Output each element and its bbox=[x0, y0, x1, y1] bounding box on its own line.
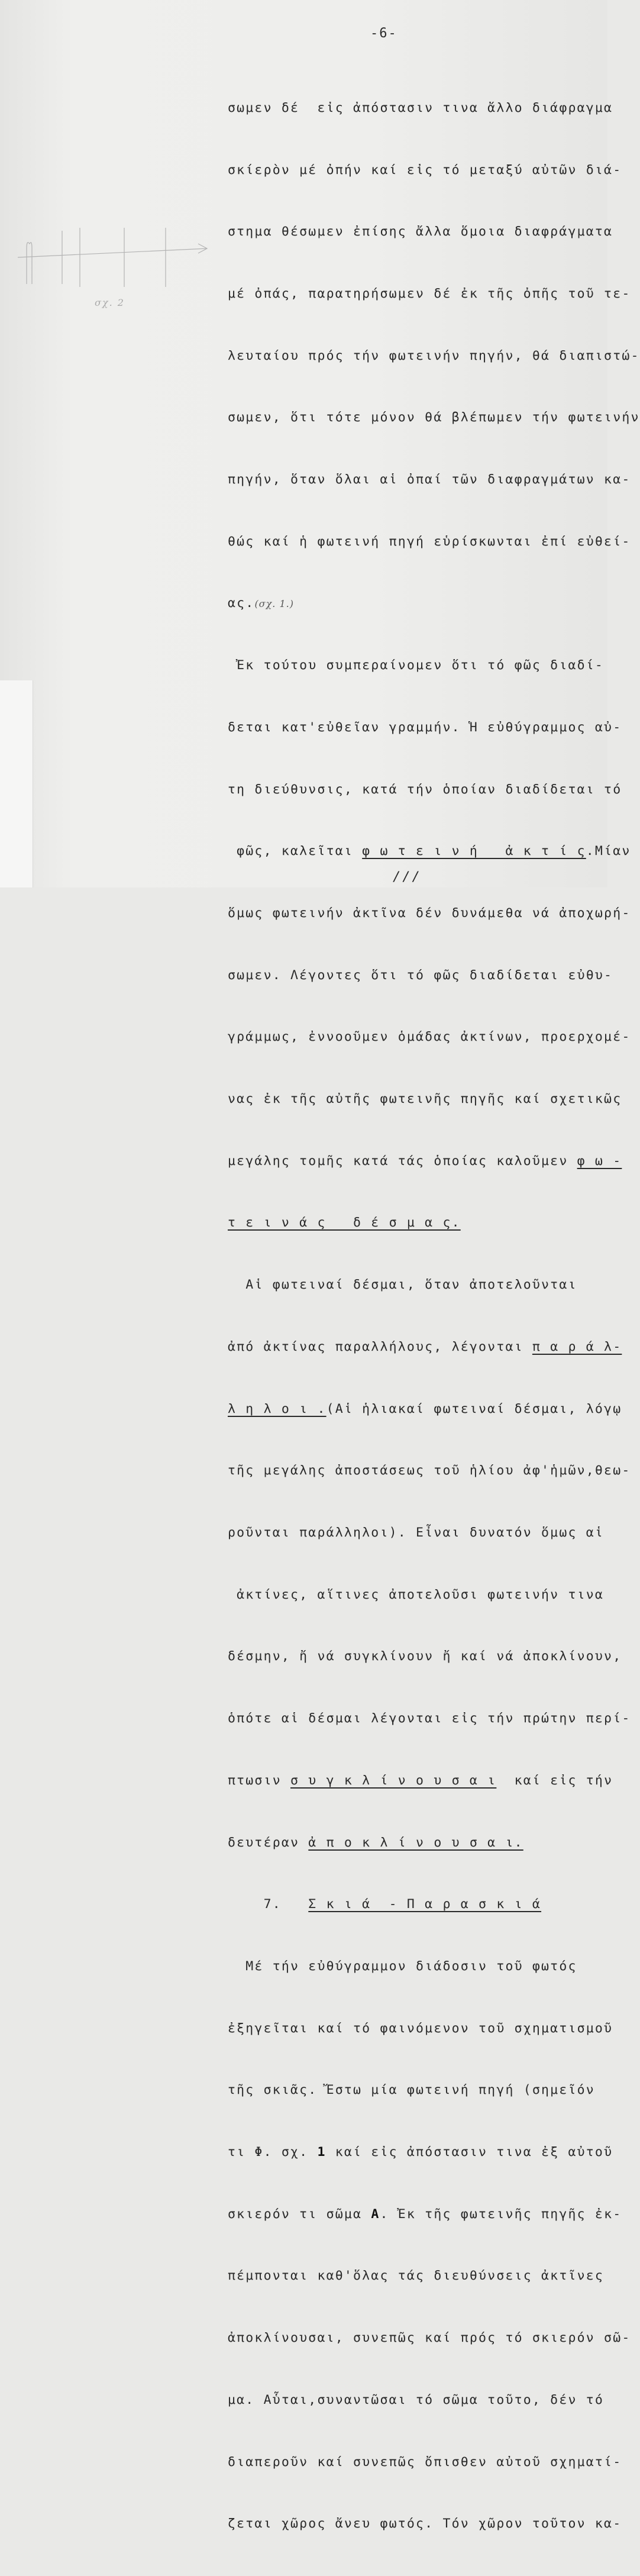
text-fragment: (Αἱ ἡλιακαί φωτειναί δέσμαι, λόγῳ bbox=[326, 1401, 622, 1416]
text-line bbox=[228, 2204, 622, 2225]
text-line: σωμεν, ὅτι τότε μόνον θά βλέπωμεν τήν φωτεινήν bbox=[228, 410, 640, 425]
text-line: ροῦνται παράλληλοι). Εἶναι δυνατόν ὅμως αἱ bbox=[228, 1525, 605, 1540]
text-line: στημα θέσωμεν ἐπίσης ἄλλα ὅμοια διαφράγματα bbox=[228, 224, 613, 240]
text-line: Ἐκ τούτου συμπεραίνομεν ὅτι τό φῶς διαδί- bbox=[228, 658, 605, 673]
text-line bbox=[228, 1771, 613, 1791]
text-line: ἐξηγεῖται καί τό φαινόμενον τοῦ σχηματισμοῦ bbox=[228, 2020, 613, 2036]
text-line bbox=[228, 2142, 613, 2163]
section-heading: Σ κ ι ά - Π α ρ α σ κ ι ά bbox=[308, 1897, 542, 1912]
text-line: τῆς σκιᾶς. Ἔστω μία φωτεινή πηγή (σημεῖόν bbox=[228, 2083, 595, 2098]
text-line: πέμπονται καθ'ὅλας τάς διευθύνσεις ἀκτῖνες bbox=[228, 2268, 605, 2284]
term-diverging: ἀ π ο κ λ ί ν ο υ σ α ι. bbox=[308, 1835, 523, 1850]
text-line: σκίερὸν μέ ὀπήν καί εἰς τό μεταξύ αὐτῶν διά- bbox=[228, 162, 622, 177]
text-fragment: σκιερόν τι σῶμα bbox=[228, 2206, 371, 2222]
text-line: τῆς μεγάλης ἀποστάσεως τοῦ ἡλίου ἀφ'ἡμῶν,θεω- bbox=[228, 1463, 631, 1479]
text-line bbox=[228, 841, 631, 862]
text-line: μέ ὀπάς, παρατηρήσωμεν δέ ἐκ τῆς ὀπῆς τοῦ τε- bbox=[228, 286, 631, 301]
sketch-caption: σχ. 2 bbox=[95, 297, 125, 308]
text-line: θώς καί ἡ φωτεινή πηγή εὑρίσκωνται ἐπί εὐθεί- bbox=[228, 534, 631, 549]
text-line: σωμεν δέ εἰς ἀπόστασιν τινα ἄλλο διάφραγμα bbox=[228, 100, 613, 115]
text-line bbox=[228, 1213, 589, 1234]
text-line: ἀποκλίνουσαι, συνεπῶς καί πρός τό σκιερόν σῶ- bbox=[228, 2330, 631, 2346]
sketch-candle bbox=[27, 243, 32, 284]
text-fragment: πτωσιν bbox=[228, 1773, 291, 1788]
text-line bbox=[228, 593, 589, 614]
text-line: νας ἐκ τῆς αὐτῆς φωτεινῆς πηγῆς καί σχετικῶς bbox=[228, 1092, 622, 1107]
text-fragment: δευτέραν bbox=[228, 1835, 309, 1850]
term-converging: σ υ γ κ λ ί ν ο υ σ α ι bbox=[290, 1773, 497, 1788]
text-line: λευταίου πρός τήν φωτεινήν πηγήν, θά διαπιστώ- bbox=[228, 348, 640, 363]
typed-body bbox=[228, 57, 640, 2576]
term-parallel-part1: π α ρ ά λ- bbox=[532, 1339, 622, 1354]
text-fragment: καί εἰς ἀπόστασιν τινα ἐξ αὐτοῦ bbox=[326, 2145, 613, 2160]
continuation-mark: /// bbox=[393, 870, 422, 885]
text-fragment: καί εἰς τήν bbox=[496, 1773, 613, 1788]
section-heading-line bbox=[228, 1894, 589, 1915]
text-line: ζεται χῶρος ἄνευ φωτός. Τόν χῶρον τοῦτον κα- bbox=[228, 2516, 622, 2532]
term-parallel-part2: λ η λ ο ι . bbox=[228, 1401, 327, 1416]
text-fragment: ας. bbox=[228, 596, 255, 611]
text-line: σωμεν. Λέγοντες ὅτι τό φῶς διαδίδεται εὐθυ- bbox=[228, 967, 613, 983]
text-line: μα. Αὗται,συναντῶσαι τό σῶμα τοῦτο, δέν τό bbox=[228, 2392, 605, 2407]
handwritten-fig-ref: (σχ. 1.) bbox=[254, 598, 294, 610]
text-fragment: μεγάλης τομῆς κατά τάς ὁποίας καλοῦμεν bbox=[228, 1153, 577, 1168]
text-fragment: τι Φ. σχ. bbox=[228, 2145, 318, 2160]
text-fragment: .Μίαν bbox=[586, 844, 631, 859]
text-line: ὁπότε αἱ δέσμαι λέγονται εἰς τήν πρώτην περί- bbox=[228, 1711, 631, 1726]
text-line: ἀκτίνες, αἵτινες ἀποτελοῦσι φωτεινήν τινα bbox=[228, 1587, 605, 1602]
section-number: 7. bbox=[228, 1897, 309, 1912]
text-line: διαπεροῦν καί συνεπῶς ὄπισθεν αὐτοῦ σχηματί- bbox=[228, 2454, 622, 2470]
term-light-beams-part1: φ ω - bbox=[577, 1153, 622, 1168]
handwritten-fig-number: 1 bbox=[317, 2145, 327, 2160]
text-fragment: . Ἐκ τῆς φωτεινῆς πηγῆς ἐκ- bbox=[380, 2206, 622, 2222]
term-light-beams-part2: τ ε ι ν ά ς δ έ σ μ α ς. bbox=[228, 1215, 461, 1231]
text-line: τη διεύθυνσις, κατά τήν ὁποίαν διαδίδεται τό bbox=[228, 782, 622, 797]
handwritten-body-label: Α bbox=[371, 2206, 380, 2222]
text-line bbox=[228, 1833, 589, 1854]
page-number: -6- bbox=[370, 26, 397, 41]
text-line: Αἱ φωτειναί δέσμαι, ὅταν ἀποτελοῦνται bbox=[228, 1277, 577, 1293]
text-line: δεται κατ'εὐθεῖαν γραμμήν. Ἡ εὐθύγραμμος αὐ- bbox=[228, 719, 622, 735]
term-light-ray: φ ω τ ε ι ν ή ἀ κ τ ί ς bbox=[362, 844, 586, 859]
text-line: δέσμην, ἤ νά συγκλίνουν ἤ καί νά ἀποκλίνουν, bbox=[228, 1649, 622, 1664]
text-fragment: ἀπό ἀκτίνας παραλλήλους, λέγονται bbox=[228, 1339, 532, 1354]
text-line bbox=[228, 1399, 622, 1420]
text-line bbox=[228, 1151, 622, 1172]
paper-edge-strip bbox=[0, 680, 33, 887]
text-line bbox=[228, 1337, 622, 1358]
text-fragment: φῶς, καλεῖται bbox=[228, 844, 363, 859]
text-line: γράμμως, ἐννοοῦμεν ὁμάδας ἀκτίνων, προερχομέ- bbox=[228, 1029, 631, 1045]
text-line: Μέ τήν εὐθύγραμμον διάδοσιν τοῦ φωτός bbox=[228, 1958, 577, 1974]
text-line: ὅμως φωτεινήν ἀκτῖνα δέν δυνάμεθα νά ἀποχωρή- bbox=[228, 905, 631, 921]
sketch-ray-line bbox=[18, 248, 207, 257]
text-line: πηγήν, ὅταν ὅλαι αἱ ὀπαί τῶν διαφραγμάτων κα- bbox=[228, 472, 631, 488]
